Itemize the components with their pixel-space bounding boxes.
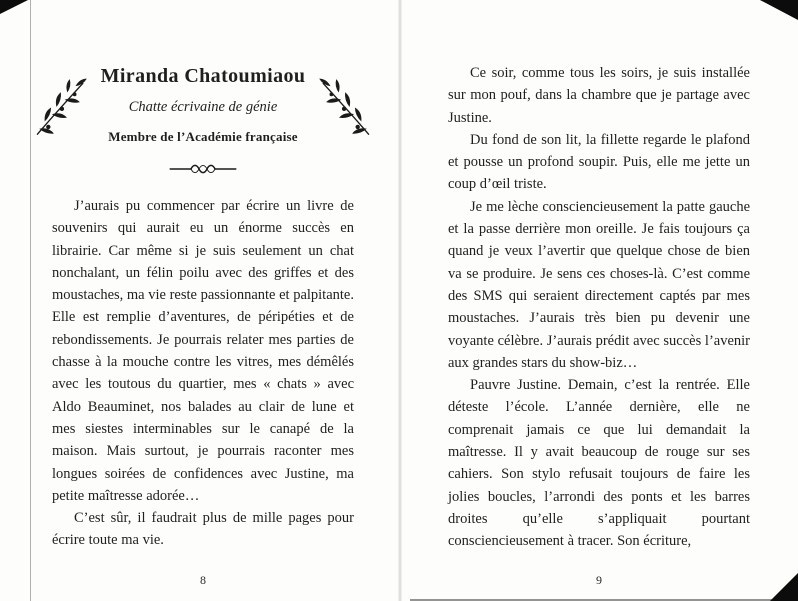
paragraph: C’est sûr, il faudrait plus de mille pages pour écrire toute ma vie. bbox=[52, 510, 354, 549]
author-subtitle: Chatte écrivaine de génie bbox=[128, 99, 278, 115]
olive-branch-left-icon bbox=[32, 72, 90, 142]
chapter-header bbox=[52, 64, 354, 145]
page-gutter-shadow bbox=[398, 0, 402, 601]
olive-branch-right-icon bbox=[316, 72, 374, 142]
section-divider bbox=[52, 161, 354, 182]
paragraph: Ce soir, comme tous les soirs, je suis installée sur mon pouf, dans la chambre que je partage avec Justine. bbox=[448, 65, 750, 126]
paragraph: J’aurais pu commencer par écrire un livre de souvenirs qui aurait eu un énorme succès en librairie. Car même si je suis seulement un chat nonchalant, un félin poilu avec des griffes et des moustaches, ma vie reste passionnante et palpitante. Elle est remplie d’aventures, de péripéties et de rebondissements. Je pourrais relater mes parties de chasse à la mouche contre les vitres, mes démêlés avec les toutous du quartier, mes « chats » avec Aldo Beauminet, nos balades au clair de lune et mes siestes interminables sur le canapé de la maison. Mais surtout, je pourrais raconter mes longues soirées de confidences avec Justine, ma petite maîtresse adorée… bbox=[52, 198, 354, 504]
paragraph: Je me lèche consciencieusement la patte gauche et la passe derrière mon oreille. Je fais toujours ça quand je veux l’avertir que quelque chose de bien va se produire. Je sens ces choses-là. C’est comme des SMS qui seraient directement captés par mes moustaches. J’aurais très bien pu devenir une voyante célèbre. J’aurais prédit avec succès l’avenir aux grandes stars du show-biz… bbox=[448, 198, 750, 371]
page-number-left: 8 bbox=[200, 573, 206, 587]
author-affiliation: Membre de l’Académie française bbox=[108, 129, 298, 144]
author-title: Miranda Chatoumiaou bbox=[100, 65, 306, 87]
left-page-body bbox=[52, 195, 354, 552]
page-number-right: 9 bbox=[596, 573, 602, 587]
right-page-body bbox=[448, 62, 750, 553]
paragraph: Du fond de son lit, la fillette regarde le plafond et pousse un profond soupir. Puis, elle me jette un coup d’œil triste. bbox=[448, 131, 750, 193]
scan-corner-top-left bbox=[0, 0, 28, 14]
scan-corner-top-right bbox=[760, 0, 798, 20]
divider-squiggle-icon bbox=[167, 161, 239, 177]
scan-corner-bottom-right bbox=[770, 573, 798, 601]
right-page bbox=[448, 0, 750, 601]
page-edge-line bbox=[30, 0, 31, 601]
left-page bbox=[52, 0, 354, 601]
paragraph: Pauvre Justine. Demain, c’est la rentrée. Elle déteste l’école. L’année dernière, elle ne comprenait jamais ce que lui demandait la maîtresse. Il y avait beaucoup de rouge sur ses cahiers. Son stylo refusait toujours de faire les jolies boucles, l’arrondi des ponts et les barres droites qu’elle s’appliquait pourtant consciencieusement à tracer. Son écriture, bbox=[448, 377, 750, 550]
